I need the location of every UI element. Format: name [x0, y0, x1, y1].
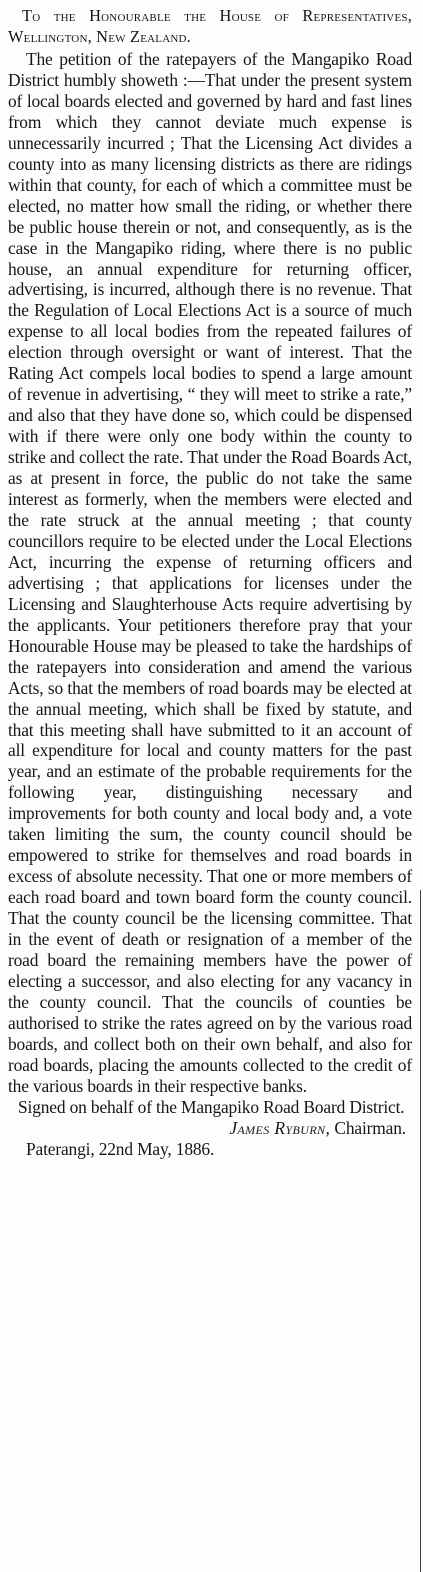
article-heading: To the Honourable the House of Representatives, Wellington, New Zealand. — [8, 6, 412, 46]
article-column — [8, 6, 412, 1160]
column-rule — [420, 890, 421, 1572]
signature-line — [8, 1118, 412, 1139]
dateline: Paterangi, 22nd May, 1886. — [26, 1138, 215, 1159]
petition-body: The petition of the ratepayers of the Mangapiko Road District humbly showeth :—That under the present system of local boards elected and governed by hard and fast lines from which they cannot deviate much expense is unnecessarily incurred ; That the Licensing Act divides a county into as many licensing districts as there are ridings within that county, for each of which a committee must be elected, no matter how small the riding, or whether there be public house therein or not, and consequently, as is the case in the Mangapiko riding, where there is no public house, an annual expenditure for returning officer, advertising, is incurred, although there is no revenue. That the Regulation of Local Elections Act is a source of much expense to all local bodies from the repeated failures of election through oversight or want of interest. That the Rating Act compels local bodies to spend a large amount of revenue in advertising, “ they will meet to strike a rate,” and also that they have done so, which could be dispensed with if there were only one body within the county to strike and collect the rate. That under the Road Boards Act, as at present in force, the public do not take the same interest as formerly, when the members were elected and the rate struck at the annual meeting ; that county councillors require to be elected under the Local Elections Act, incurring the expense of returning officers and advertising ; that applications for licenses under the Licensing and Slaughterhouse Acts require advertising by the applicants. Your petitioners therefore pray that your Honourable House may be pleased to take the hardships of the ratepayers into consideration and amend the various Acts, so that the members of road boards may be elected at the annual meeting, which shall be fixed by statute, and that this meeting shall have submitted to it an account of all expenditure for local and county matters for the past year, and an estimate of the probable requirements for the following year, distinguishing necessary and improvements for both county and local body and, a vote taken limiting the sum, the county council should be empowered to strike for themselves and road boards in excess of absolute necessity. That one or more members of each road board and town board form the county council. That the county council be the licensing committee. That in the event of death or resignation of a member of the road board the remaining members have the power of electing a successor, and also electing for any vacancy in the county council. That the councils of counties be authorised to strike the rates agreed on by the various road boards, and collect both on their own behalf, and also for road boards, placing the amounts collected to the credit of the various boards in their respective banks. — [8, 49, 412, 1096]
signed-line: Signed on behalf of the Mangapiko Road Board District. — [18, 1096, 405, 1117]
signatory-title: Chairman. — [334, 1117, 406, 1138]
signatory-name: James Ryburn, — [229, 1117, 331, 1138]
